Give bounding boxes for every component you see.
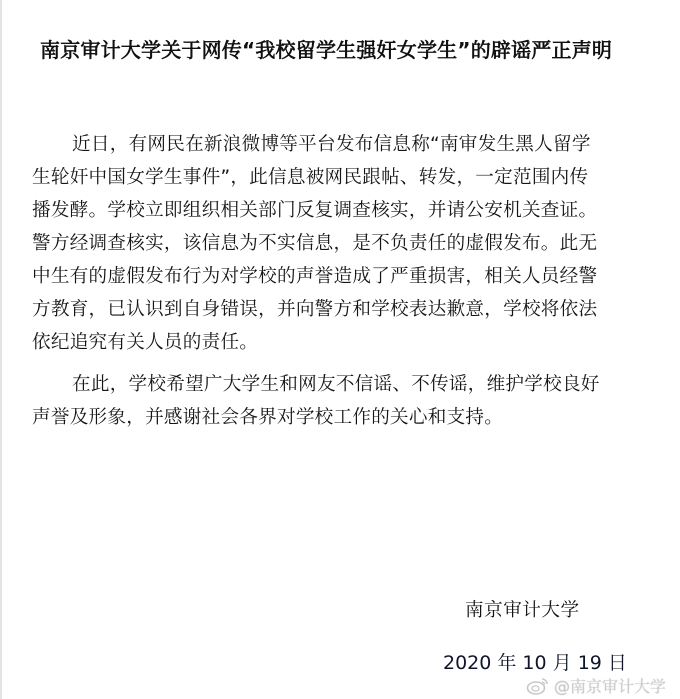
paragraph-1-line-6: 方教育，已认识到自身错误，并向警方和学校表达歉意，学校将依法 bbox=[32, 299, 598, 320]
paragraph-1-line-1: 近日，有网民在新浪微博等平台发布信息称“南审发生黑人留学 bbox=[72, 134, 591, 155]
document-date: 2020 年 10 月 19 日 bbox=[443, 652, 627, 674]
paragraph-1-line-7: 依纪追究有关人员的责任。 bbox=[32, 332, 259, 353]
watermark-text: @南京审计大学 bbox=[554, 677, 667, 696]
paragraph-2-line-2: 声誉及形象，并感谢社会各界对学校工作的关心和支持。 bbox=[32, 407, 504, 428]
paragraph-1-line-4: 警方经调查核实，该信息为不实信息，是不负责任的虚假发布。此无 bbox=[32, 233, 598, 254]
weibo-watermark bbox=[526, 674, 666, 697]
document-title: 南京审计大学关于网传“我校留学生强奸女学生”的辟谣严正声明 bbox=[40, 38, 613, 62]
paragraph-2-line-1: 在此，学校希望广大学生和网友不信谣、不传谣，维护学校良好 bbox=[72, 374, 600, 395]
weibo-icon bbox=[526, 676, 550, 696]
paragraph-1-line-3: 播发酵。学校立即组织相关部门反复调查核实，并请公安机关查证。 bbox=[32, 200, 598, 221]
paragraph-1-line-2: 生轮奸中国女学生事件”，此信息被网民跟帖、转发，一定范围内传 bbox=[32, 167, 589, 188]
signature: 南京审计大学 bbox=[465, 600, 580, 621]
paragraph-1-line-5: 中生有的虚假发布行为对学校的声誉造成了严重损害，相关人员经警 bbox=[32, 266, 598, 287]
